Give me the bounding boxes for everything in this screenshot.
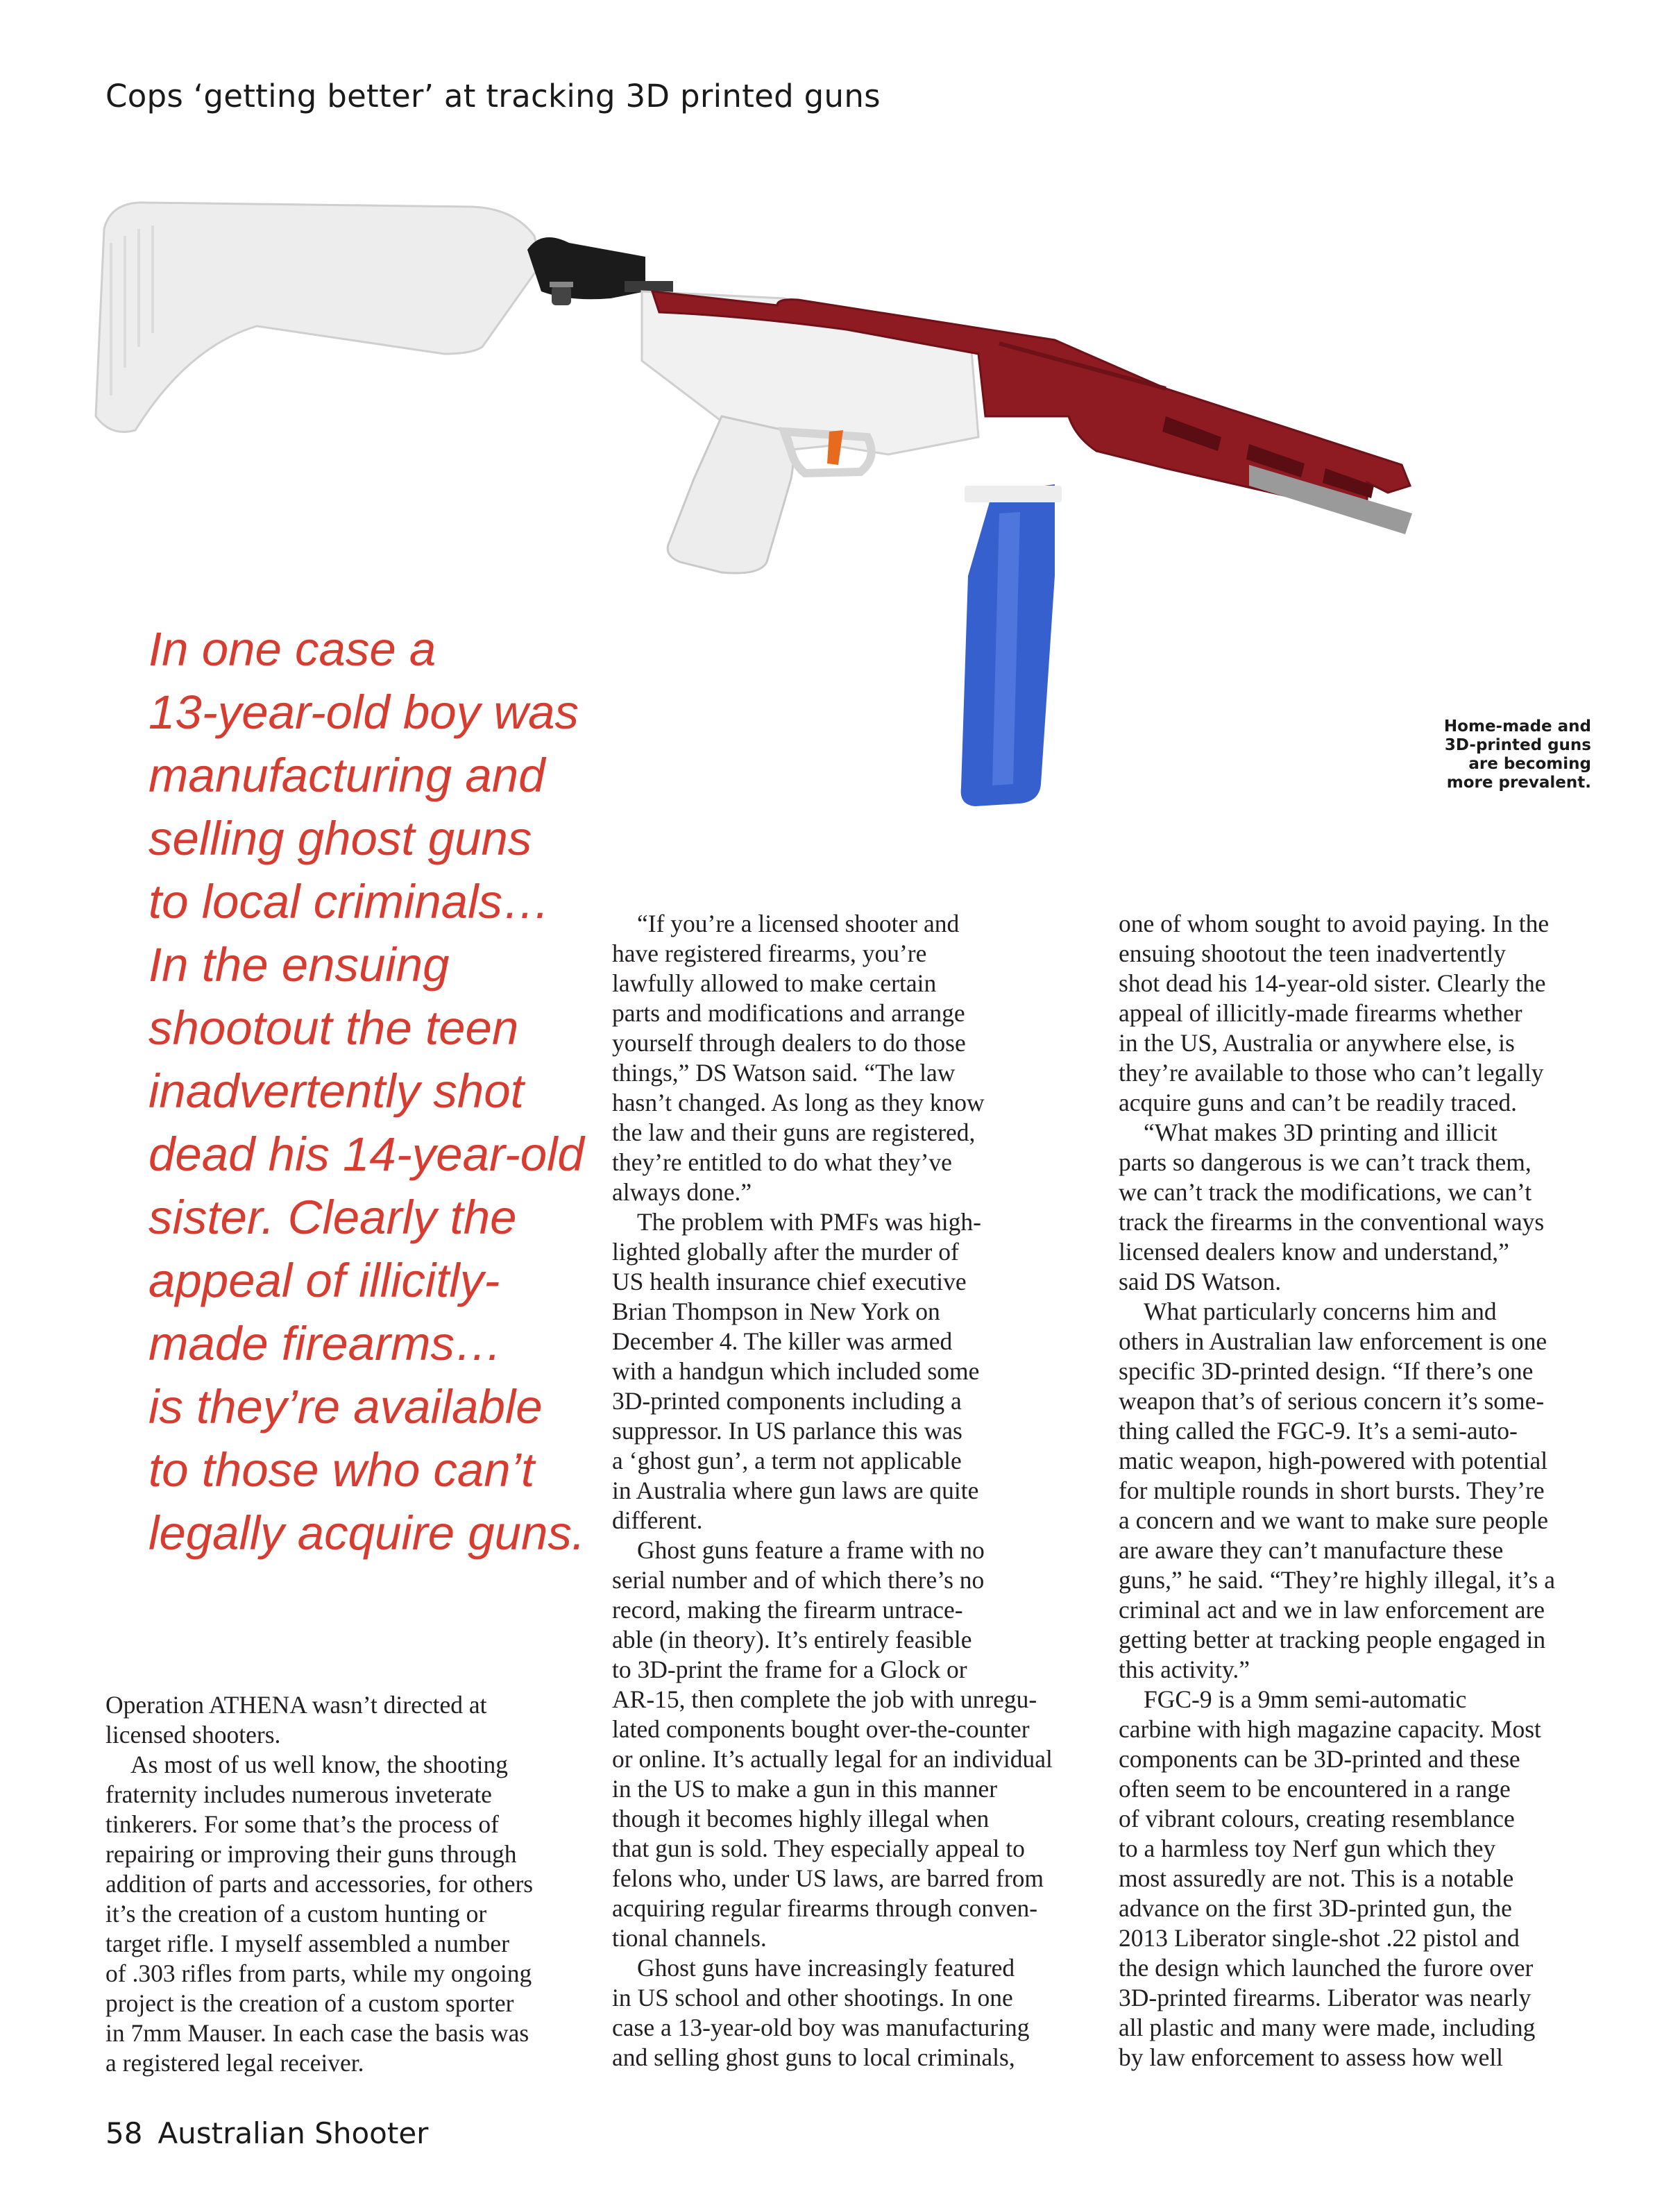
text-line: fraternity includes numerous inveterate	[105, 1780, 492, 1808]
running-head: Cops ‘getting better’ at tracking 3D printed guns	[105, 78, 881, 114]
text-line: US health insurance chief executive	[612, 1268, 967, 1295]
text-line: we can’t track the modifications, we can’t	[1119, 1178, 1532, 1206]
text-line: case a 13-year-old boy was manufacturing	[612, 2014, 1030, 2041]
text-line: lated components bought over-the-counter	[612, 1715, 1030, 1743]
gun-grip	[668, 416, 793, 573]
text-line: a registered legal receiver.	[105, 2049, 364, 2077]
text-line: “What makes 3D printing and illicit	[1144, 1118, 1497, 1146]
text-line: suppressor. In US parlance this was	[612, 1417, 962, 1445]
text-line: one of whom sought to avoid paying. In the	[1119, 910, 1550, 937]
text-line: target rifle. I myself assembled a number	[105, 1930, 509, 1957]
text-line: they’re entitled to do what they’ve	[612, 1148, 952, 1176]
publication-name: Australian Shooter	[158, 2116, 429, 2150]
text-line: guns,” he said. “They’re highly illegal, it’s a	[1119, 1566, 1555, 1594]
text-line: the law and their guns are registered,	[612, 1118, 976, 1146]
text-line: criminal act and we in law enforcement are	[1119, 1596, 1545, 1624]
gun-buffer-ring	[625, 281, 673, 292]
pull-quote-line: made firearms…	[149, 1317, 502, 1370]
text-line: hasn’t changed. As long as they know	[612, 1089, 985, 1116]
text-line: project is the creation of a custom sporter	[105, 1989, 514, 2017]
caption-line: 3D-printed guns	[1444, 736, 1591, 754]
text-line: this activity.”	[1119, 1656, 1250, 1683]
text-line: Operation ATHENA wasn’t directed at	[105, 1691, 487, 1719]
text-line: Ghost guns have increasingly featured	[637, 1954, 1015, 1982]
text-line: 2013 Liberator single-shot .22 pistol and	[1119, 1924, 1520, 1952]
text-line: often seem to be encountered in a range	[1119, 1775, 1511, 1803]
text-line: others in Australian law enforcement is one	[1119, 1327, 1547, 1355]
pull-quote-line: sister. Clearly the	[149, 1191, 517, 1244]
text-line: advance on the first 3D-printed gun, the	[1119, 1894, 1512, 1922]
caption-line: are becoming	[1468, 755, 1591, 773]
text-line: yourself through dealers to do those	[612, 1029, 966, 1057]
gun-knob	[552, 286, 571, 305]
text-line: lawfully allowed to make certain	[612, 969, 937, 997]
text-line: acquire guns and can’t be readily traced.	[1119, 1089, 1517, 1116]
pull-quote-line: manufacturing and	[149, 749, 545, 802]
text-line: though it becomes highly illegal when	[612, 1805, 990, 1832]
text-line: most assuredly are not. This is a notable	[1119, 1864, 1514, 1892]
pull-quote-line: 13-year-old boy was	[149, 686, 579, 739]
text-line: always done.”	[612, 1178, 752, 1206]
text-line: weapon that’s of serious concern it’s some-	[1119, 1387, 1545, 1415]
text-line: AR-15, then complete the job with unregu-	[612, 1685, 1037, 1713]
text-line: all plastic and many were made, including	[1119, 2014, 1536, 2041]
text-line: specific 3D-printed design. “If there’s one	[1119, 1357, 1534, 1385]
text-line: December 4. The killer was armed	[612, 1327, 953, 1355]
text-line: it’s the creation of a custom hunting or	[105, 1900, 487, 1928]
pull-quote-line: legally acquire guns.	[149, 1506, 586, 1560]
page-number: 58	[105, 2116, 143, 2150]
text-line: getting better at tracking people engaged in	[1119, 1626, 1546, 1653]
text-line: a ‘ghost gun’, a term not applicable	[612, 1447, 962, 1474]
text-line: appeal of illicitly-made firearms whether	[1119, 999, 1522, 1027]
text-line: What particularly concerns him and	[1144, 1298, 1497, 1325]
text-line: repairing or improving their guns through	[105, 1840, 517, 1868]
text-line: said DS Watson.	[1119, 1268, 1282, 1295]
gun-stock	[96, 203, 541, 432]
text-line: to a harmless toy Nerf gun which they	[1119, 1835, 1496, 1862]
text-line: record, making the firearm untrace-	[612, 1596, 963, 1624]
text-line: acquiring regular firearms through conven-	[612, 1894, 1038, 1922]
text-line: Ghost guns feature a frame with no	[637, 1536, 985, 1564]
text-line: parts so dangerous is we can’t track them,	[1119, 1148, 1531, 1176]
text-line: parts and modifications and arrange	[612, 999, 965, 1027]
text-line: are aware they can’t manufacture these	[1119, 1536, 1504, 1564]
text-line: different.	[612, 1506, 703, 1534]
photo-caption	[1383, 717, 1591, 792]
pull-quote-line: selling ghost guns	[149, 812, 532, 865]
text-line: that gun is sold. They especially appeal to	[612, 1835, 1025, 1862]
pull-quote-line: to those who can’t	[149, 1443, 535, 1497]
pull-quote-line: is they’re available	[149, 1380, 543, 1433]
pull-quote-line: dead his 14-year-old	[149, 1128, 584, 1181]
article-column-3	[1119, 909, 1604, 2073]
text-line: of vibrant colours, creating resemblance	[1119, 1805, 1515, 1832]
text-line: they’re available to those who can’t legally	[1119, 1059, 1544, 1087]
text-line: As most of us well know, the shooting	[130, 1751, 508, 1778]
pull-quote-line: to local criminals…	[149, 875, 550, 928]
text-line: components can be 3D-printed and these	[1119, 1745, 1520, 1773]
text-line: the design which launched the furore over	[1119, 1954, 1534, 1982]
text-line: addition of parts and accessories, for others	[105, 1870, 534, 1898]
text-line: a concern and we want to make sure people	[1119, 1506, 1549, 1534]
text-line: of .303 rifles from parts, while my ongoing	[105, 1959, 532, 1987]
article-column-1	[105, 1690, 577, 2078]
pull-quote	[149, 618, 634, 1565]
article-column-2	[612, 909, 1084, 2073]
text-line: have registered firearms, you’re	[612, 939, 927, 967]
text-line: lighted globally after the murder of	[612, 1238, 959, 1266]
page-footer	[105, 2116, 428, 2150]
text-line: carbine with high magazine capacity. Most	[1119, 1715, 1541, 1743]
pull-quote-line: shootout the teen	[149, 1001, 519, 1055]
text-line: in US school and other shootings. In one	[612, 1984, 1013, 2011]
pull-quote-line: In the ensuing	[149, 938, 450, 992]
text-line: licensed dealers know and understand,”	[1119, 1238, 1509, 1266]
text-line: matic weapon, high-powered with potential	[1119, 1447, 1548, 1474]
text-line: shot dead his 14-year-old sister. Clearly the	[1119, 969, 1546, 997]
text-line: 3D-printed components including a	[612, 1387, 962, 1415]
text-line: tinkerers. For some that’s the process of	[105, 1810, 499, 1838]
text-line: felons who, under US laws, are barred from	[612, 1864, 1044, 1892]
text-line: or online. It’s actually legal for an individual	[612, 1745, 1053, 1773]
text-line: in 7mm Mauser. In each case the basis was	[105, 2019, 529, 2047]
text-line: and selling ghost guns to local criminals,	[612, 2043, 1015, 2071]
text-line: by law enforcement to assess how well	[1119, 2043, 1504, 2071]
text-line: Brian Thompson in New York on	[612, 1298, 940, 1325]
text-line: serial number and of which there’s no	[612, 1566, 985, 1594]
text-line: to 3D-print the frame for a Glock or	[612, 1656, 967, 1683]
text-line: “If you’re a licensed shooter and	[637, 910, 960, 937]
text-line: thing called the FGC-9. It’s a semi-auto-	[1119, 1417, 1518, 1445]
text-line: track the firearms in the conventional ways	[1119, 1208, 1545, 1236]
text-line: The problem with PMFs was high-	[637, 1208, 981, 1236]
text-line: with a handgun which included some	[612, 1357, 980, 1385]
text-line: in the US, Australia or anywhere else, is	[1119, 1029, 1515, 1057]
gun-mag-well	[965, 486, 1062, 502]
pull-quote-line: In one case a	[149, 622, 436, 676]
caption-line: more prevalent.	[1446, 774, 1591, 792]
text-line: tional channels.	[612, 1924, 767, 1952]
text-line: licensed shooters.	[105, 1721, 281, 1749]
text-line: FGC-9 is a 9mm semi-automatic	[1144, 1685, 1467, 1713]
caption-line: Home-made and	[1443, 717, 1591, 735]
text-line: for multiple rounds in short bursts. They’re	[1119, 1477, 1545, 1504]
pull-quote-line: inadvertently shot	[149, 1064, 524, 1118]
text-line: ensuing shootout the teen inadvertently	[1119, 939, 1507, 967]
text-line: able (in theory). It’s entirely feasible	[612, 1626, 972, 1653]
text-line: 3D-printed firearms. Liberator was nearly	[1119, 1984, 1531, 2011]
text-line: in Australia where gun laws are quite	[612, 1477, 979, 1504]
text-line: things,” DS Watson said. “The law	[612, 1059, 956, 1087]
text-line: in the US to make a gun in this manner	[612, 1775, 998, 1803]
pull-quote-line: appeal of illicitly-	[149, 1254, 500, 1307]
